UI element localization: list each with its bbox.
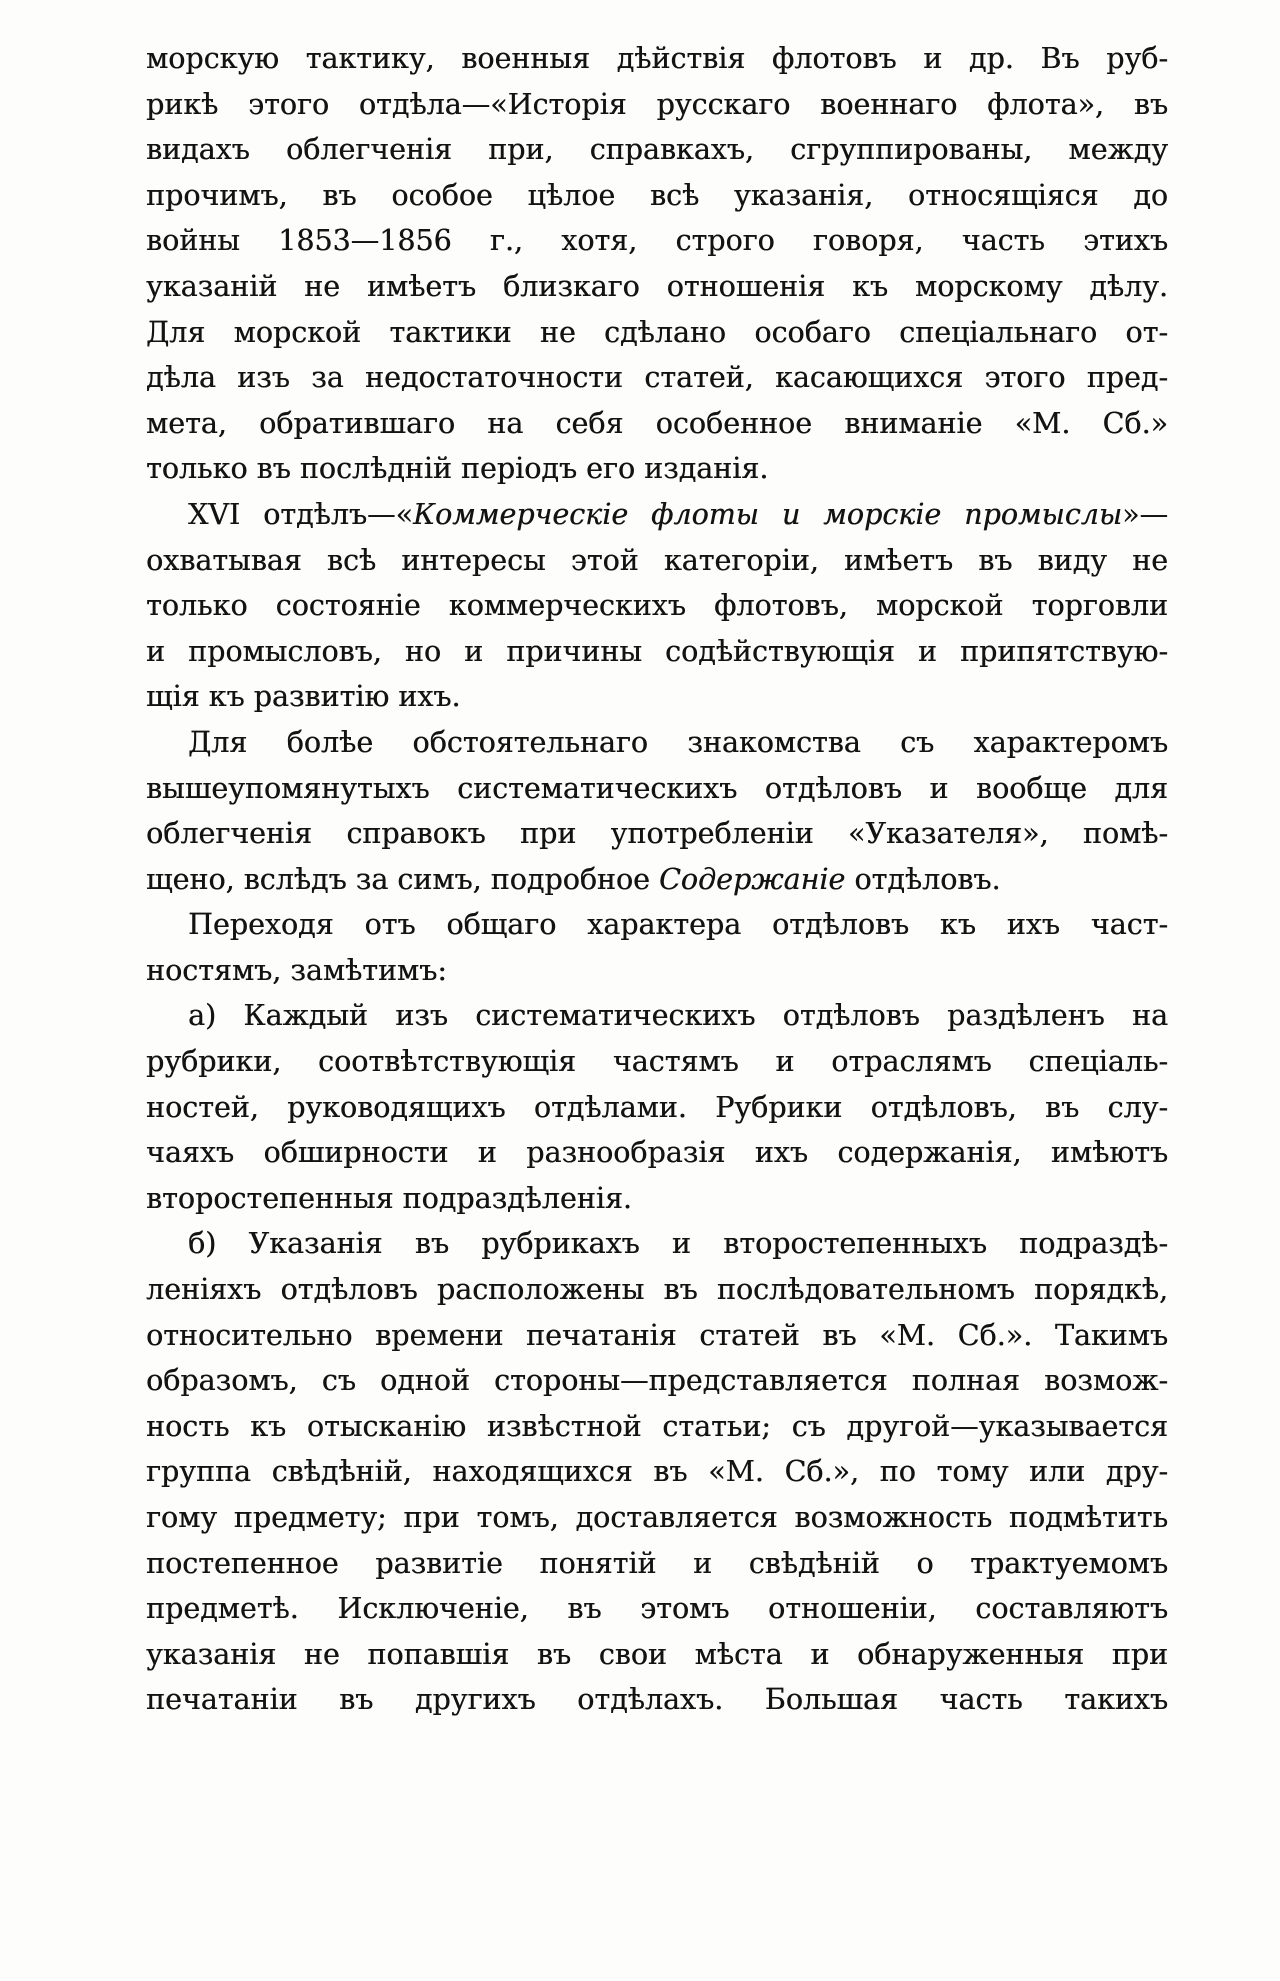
text-line: ностямъ, замѣтимъ: xyxy=(146,953,447,987)
text-line: рикѣ этого отдѣла—«Исторія русскаго военнаго флота», въ xyxy=(146,87,1168,121)
text-line: гому предмету; при томъ, доставляется возможность подмѣтить xyxy=(146,1501,1168,1534)
paragraph-item-a xyxy=(146,993,1168,1221)
text-line: рубрики, соотвѣтствующія частямъ и отраслямъ спеціаль- xyxy=(146,1045,1168,1079)
section-title-italic: Коммерческіе флоты и морскіе промыслы xyxy=(412,497,1123,531)
section-title-closing: »— xyxy=(1122,497,1168,531)
text-line: охватывая всѣ интересы этой категоріи, имѣетъ въ виду не xyxy=(146,543,1168,577)
text-line: указанія не попавшія въ свои мѣста и обнаруженныя при xyxy=(146,1637,1168,1671)
text-line: постепенное развитіе понятій и свѣдѣній о трактуемомъ xyxy=(146,1546,1168,1580)
text-line: Для болѣе обстоятельнаго знакомства съ характеромъ xyxy=(188,725,1168,759)
text-line: Переходя отъ общаго характера отдѣловъ къ ихъ част- xyxy=(188,908,1168,942)
text-line: ностей, руководящихъ отдѣлами. Рубрики отдѣловъ, въ слу- xyxy=(146,1090,1168,1124)
text-line: относительно времени печатанія статей въ «М. Сб.». Такимъ xyxy=(146,1318,1168,1352)
text-line: вышеупомянутыхъ систематическихъ отдѣловъ и вообще для xyxy=(146,771,1168,805)
paragraph-section-xvi xyxy=(146,492,1168,720)
paragraph-contents-note xyxy=(146,720,1168,902)
text-line: щія къ развитію ихъ. xyxy=(146,680,461,714)
text-line: а) Каждый изъ систематическихъ отдѣловъ раздѣленъ на xyxy=(188,999,1168,1033)
text-line: предметѣ. Исключеніе, въ этомъ отношеніи, составляютъ xyxy=(146,1592,1168,1626)
text-line: только состояніе коммерческихъ флотовъ, морской торговли xyxy=(146,589,1168,623)
text-line xyxy=(146,857,1168,903)
text-line: только въ послѣдній періодъ его изданія. xyxy=(146,452,769,486)
text-line: ность къ отысканію извѣстной статьи; съ другой—указывается xyxy=(146,1409,1168,1443)
last-line-closing: отдѣловъ. xyxy=(845,862,1001,896)
text-line: указаній не имѣетъ близкаго отношенія къ морскому дѣлу. xyxy=(146,269,1168,303)
paragraph-transition xyxy=(146,902,1168,993)
text-line: образомъ, съ одной стороны—представляется полная возмож- xyxy=(146,1364,1168,1398)
text-line: б) Указанія въ рубрикахъ и второстепенныхъ подраздѣ- xyxy=(188,1227,1168,1261)
text-line: группа свѣдѣній, находящихся въ «М. Сб.», по тому или дру- xyxy=(146,1455,1168,1489)
text-line: дѣла изъ за недостаточности статей, касающихся этого пред- xyxy=(146,361,1168,395)
section-number-text: XVI отдѣлъ—« xyxy=(188,497,413,531)
text-line: видахъ облегченія при, справкахъ, сгруппированы, между xyxy=(146,133,1168,167)
text-line: прочимъ, въ особое цѣлое всѣ указанія, относящіяся до xyxy=(146,178,1168,212)
text-line: морскую тактику, военныя дѣйствія флотовъ и др. Въ руб- xyxy=(146,42,1168,75)
text-line xyxy=(146,492,1168,538)
paragraph-item-b xyxy=(146,1221,1168,1723)
text-line: печатаніи въ другихъ отдѣлахъ. Большая часть такихъ xyxy=(146,1683,1168,1717)
text-line: Для морской тактики не сдѣлано особаго спеціальнаго от- xyxy=(146,315,1168,349)
text-line: облегченія справокъ при употребленіи «Указателя», помѣ- xyxy=(146,817,1168,851)
text-line: чаяхъ обширности и разнообразія ихъ содержанія, имѣютъ xyxy=(146,1136,1168,1170)
page-text-block xyxy=(146,36,1168,1723)
last-line-text: щено, вслѣдъ за симъ, подробное xyxy=(146,862,659,896)
text-line: мета, обратившаго на себя особенное вниманіе «М. Сб.» xyxy=(146,406,1168,440)
text-line: леніяхъ отдѣловъ расположены въ послѣдовательномъ порядкѣ, xyxy=(146,1273,1168,1307)
contents-word-italic: Содержаніе xyxy=(659,862,846,896)
text-line: войны 1853—1856 г., хотя, строго говоря, часть этихъ xyxy=(146,224,1168,258)
paragraph-continuation xyxy=(146,36,1168,492)
text-line: второстепенныя подраздѣленія. xyxy=(146,1181,632,1215)
text-line: и промысловъ, но и причины содѣйствующія и припятствую- xyxy=(146,634,1168,668)
